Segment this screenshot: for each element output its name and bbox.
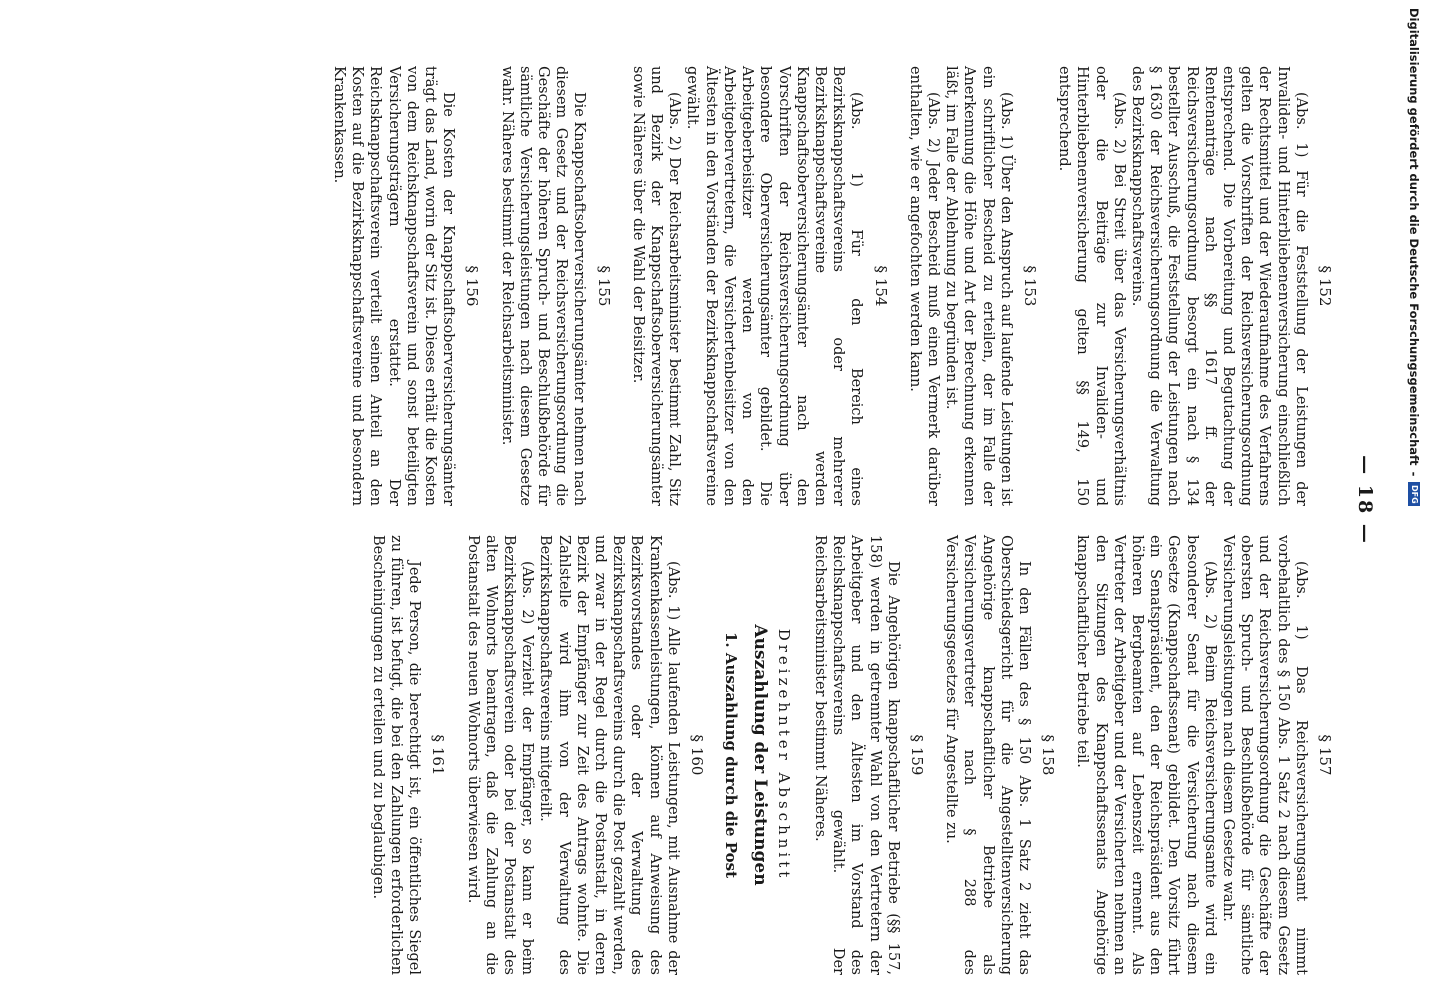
paragraph: (Abs. 1) Das Reichsversicherungsamt nimmt vorbehaltlich des § 150 Abs. 1 Satz 2 nach diesem Gesetz und der Reichsversicherungsordnung die Geschäfte der obersten Spruch- und Beschlußbehörde für sämtliche Versicherungsleistungen nach diesem Gesetze wahr. [1219,535,1309,975]
section-heading: § 154 [871,265,890,307]
paragraph: In den Fällen des § 150 Abs. 1 Satz 2 zieht das Oberschiedsgericht für die Angestelltenversicherung Angehörige knappschaftlicher Betriebe als Versicherungsvertreter nach § 288 des Versicherungsgesetzes für Angestellte zu. [943,535,1032,975]
paragraph: (Abs. 1) Über den Anspruch auf laufende Leistungen ist ein schriftlicher Bescheid zu erteilen, der im Falle der Anerkennung die Höhe und Art der Berechnung erkennen läßt, im Falle der Ablehnung zu begründen ist. [943,66,1014,506]
paragraph: (Abs. 2) Der Reichsarbeitsminister bestimmt Zahl, Sitz und Bezirk der Knappschaftsoberversicherungsämter sowie Näheres über die Wahl der Beisitzer. [629,66,683,506]
paragraph: (Abs. 2) Jeder Bescheid muß einen Vermerk darüber enthalten, wie er angefochten werden kann. [906,66,941,506]
dfg-logo: DFG [1408,482,1420,506]
paragraph: (Abs. 2) Verzieht der Empfänger, so kann er beim Bezirksknappschaftsverein oder bei der Postanstalt des alten Wohnorts beantragen, daß die Zahlung an die Postanstalt des neuen Wohnorts überwiesen wird. [464,535,536,975]
section-heading: § 153 [1020,265,1039,307]
paragraph: Die Kosten der Knappschaftsoberversicherungsämter trägt das Land, worin der Sitz ist. Dieses erhält die Kosten von dem Reichsknappschaftsverein und sonst beteiligten Versicherungsträgern erstattet. Der Reichsknappschaftsverein verteilt seinen Anteil an den Kosten auf die Bezirksknappschaftsvereine und besondern Krankenkassen. [331,66,457,506]
section-heading: § 156 [463,265,482,307]
section-heading: § 152 [1316,265,1334,307]
subheading: 1. Auszahlung durch die Post [722,632,741,878]
paragraph: (Abs. 1) Für die Feststellung der Leistungen der Invaliden- und Hinterbliebenenversicherung einschließlich der Rechtsmittel und der Wiederaufnahme des Verfahrens gelten die Vorschriften der Reichsversicherungsordnung entsprechend. Die Vorbereitung und Begutachtung der Rentenanträge nach §§ 1617 ff. der Reichsversicherungsordnung besorgt ein nach § 134 bestellter Ausschuß, die Feststellung der Leistungen nach § 1630 der Reichsversicherungsordnung die Verwaltung des Bezirksknappschaftsvereins. [1128,66,1309,506]
paragraph: Die Angehörigen knappschaftlicher Betriebe (§§ 157, 158) werden in getrennter Wahl von den Vertretern der Arbeitgeber und den Ältesten im Vorstand des Reichsknappschaftsvereins gewählt. Der Reichsarbeitsminister bestimmt Näheres. [811,535,901,975]
paragraph: (Abs. 1) Für den Bereich eines Bezirksknappschaftsvereins oder mehrerer Bezirksknappschaftsvereine werden Knappschaftsoberversicherungsämter nach den Vorschriften der Reichsversicherungsordnung über besondere Oberversicherungsämter gebildet. Die Arbeitgeberbeisitzer werden von den Arbeitgebervertretern, die Versichertenbeisitzer von den Ältesten in den Vorständen der Bezirksknappschaftsvereine gewählt. [684,66,865,507]
paragraph: (Abs. 2) Bei Streit über das Versicherungsverhältnis oder die Beiträge zur Invaliden- und Hinterbliebenenversicherung gelten §§ 149, 150 entsprechend. [1056,66,1127,506]
chapter-title: Auszahlung der Leistungen [749,624,770,886]
section-heading: § 155 [594,265,613,307]
right-column [369,535,1334,975]
paragraph: (Abs. 1) Alle laufenden Leistungen, mit Ausnahme der Krankenkassenleistungen, können auf Anweisung des Bezirksvorstandes oder der Verwaltung des Bezirksknappschaftsvereins durch die Post gezahlt werden, und zwar in der Regel durch die Postanstalt, in deren Bezirk der Empfänger zur Zeit des Antrags wohnte. Die Zahlstelle wird ihm von der Verwaltung des Bezirksknappschaftsvereins mitgeteilt. [537,535,681,975]
section-heading: § 157 [1316,734,1334,776]
section-heading: § 159 [907,734,926,776]
paragraph: Jede Person, die berechtigt ist, ein öffentliches Siegel zu führen, ist befugt, die bei den Zahlungen erforderlichen Bescheinigungen zu erteilen und zu beglaubigen. [369,535,423,975]
chapter-label: Dreizehnter Abschnitt [774,628,793,882]
paragraph: Die Knappschaftsoberversicherungsämter nehmen nach diesem Gesetz und der Reichsversicherungsordnung die Geschäfte der höheren Spruch- und Beschlußbehörde für sämtliche Versicherungsleistungen nach diesem Gesetze wahr. Näheres bestimmt der Reichsarbeitsminister. [498,66,588,507]
credit-text: Digitalisierung gefördert durch die Deutsche Forschungsgemeinschaft [1407,8,1421,466]
section-heading: § 161 [429,734,448,776]
left-column [330,66,1334,506]
paragraph: (Abs. 2) Beim Reichsversicherungsamte wird ein besonderer Senat für die Versicherung nach diesem Gesetze (Knappschaftssenat) gebildet. Den Vorsitz führt ein Senatspräsident, den der Reichspräsident aus den höheren Bergbeamten auf Lebenszeit ernennt. Als Vertreter der Arbeitgeber und der Versicherten nehmen an den Sitzungen des Knappschaftssenats Angehörige knappschaftlicher Betriebe teil. [1074,535,1218,975]
section-heading: § 158 [1039,734,1058,776]
section-heading: § 160 [688,734,707,776]
page-number: — 18 — [1354,455,1376,545]
digitization-credit: Digitalisierung gefördert durch die Deutsche Forschungsgemeinschaft - DFG [1402,0,1426,1000]
